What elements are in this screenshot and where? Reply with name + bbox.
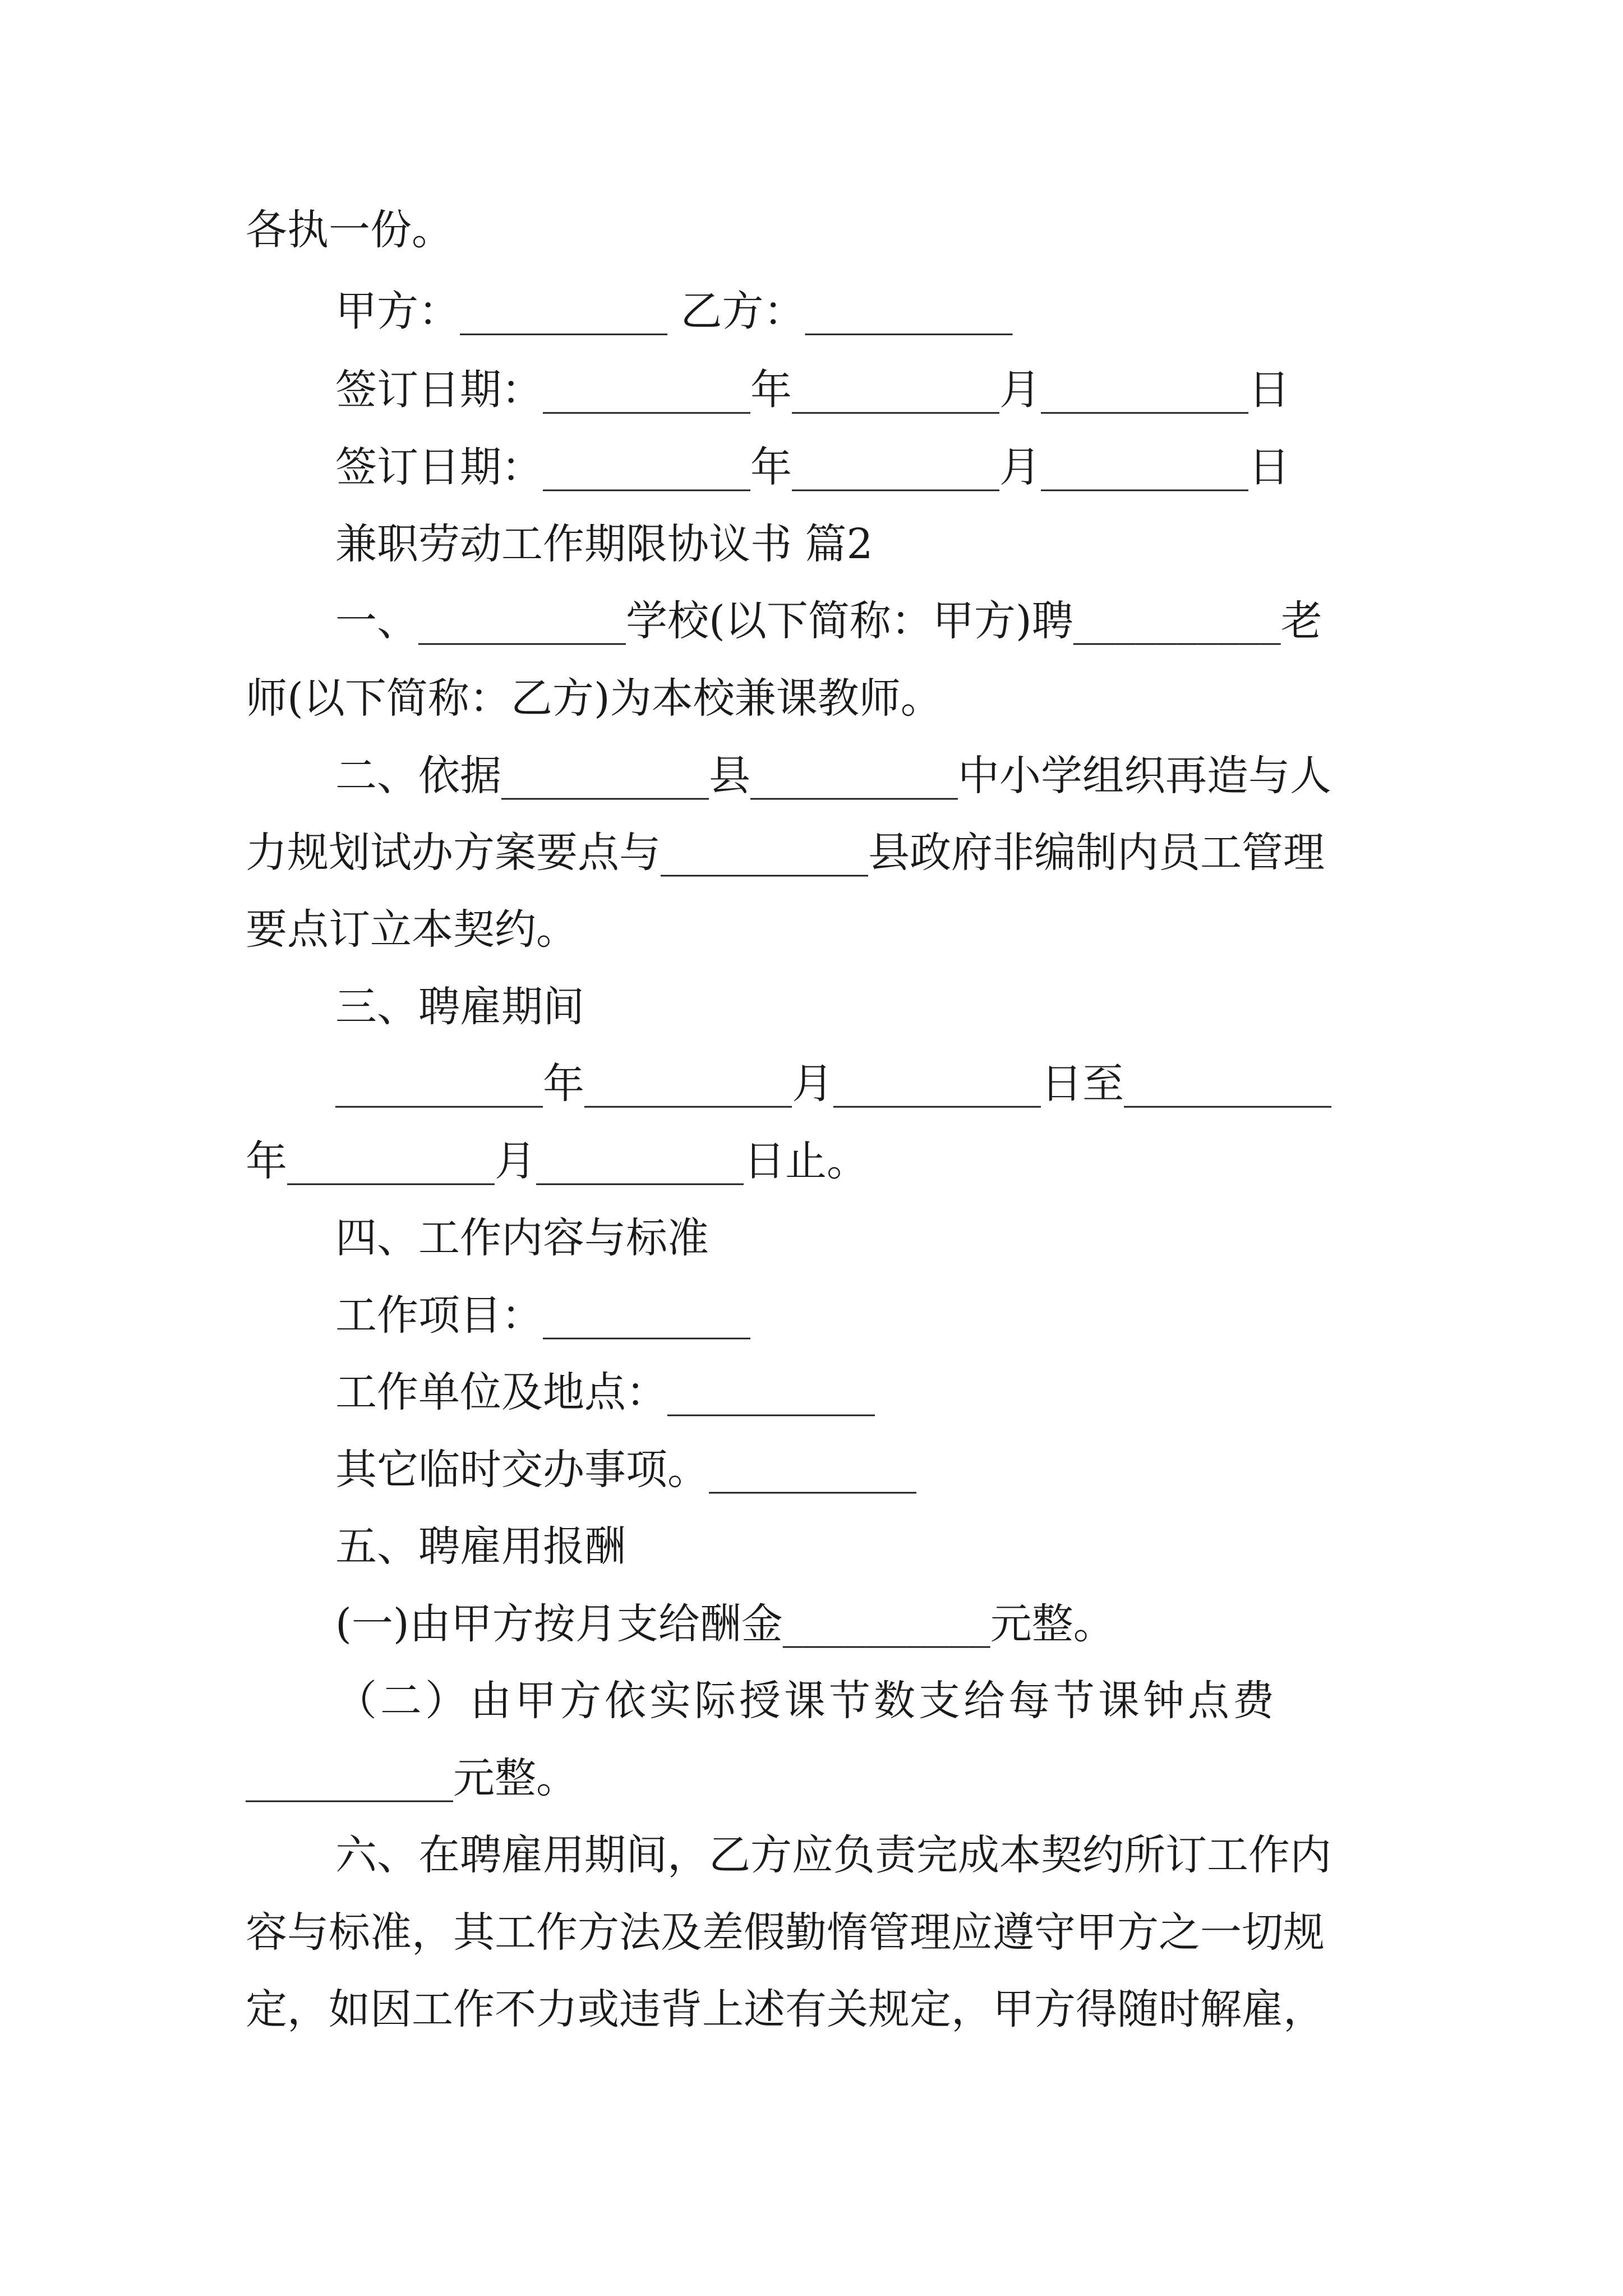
text-line: 容与标准，其工作方法及差假勤惰管理应遵守甲方之一切规	[246, 1908, 1325, 1957]
text-line: 一、__________学校(以下简称：甲方)聘__________老	[335, 597, 1322, 645]
text-line: __________元整。	[246, 1754, 578, 1802]
text-line: 力规划试办方案要点与__________县政府非编制内员工管理	[246, 829, 1325, 877]
text-line: 工作单位及地点：__________	[335, 1368, 875, 1416]
text-line: 签订日期：__________年__________月__________日	[335, 443, 1290, 491]
text-line: 六、在聘雇用期间，乙方应负责完成本契约所订工作内	[335, 1831, 1331, 1879]
text-line: (一)由甲方按月支给酬金__________元整。	[335, 1600, 1115, 1648]
text-line: 师(以下简称：乙方)为本校兼课教师。	[246, 674, 942, 723]
text-line: __________年__________月__________日至__________	[335, 1060, 1331, 1108]
text-line: 五、聘雇用报酬	[335, 1522, 626, 1571]
text-line: 年__________月__________日止。	[246, 1137, 868, 1185]
section-heading: 兼职劳动工作期限协议书 篇2	[335, 520, 873, 568]
text-line: 二、依据__________县__________中小学组织再造与人	[335, 752, 1331, 800]
text-line: 工作项目：__________	[335, 1291, 750, 1340]
text-line: 定，如因工作不力或违背上述有关规定，甲方得随时解雇，	[246, 1985, 1325, 2033]
text-line: 要点订立本契约。	[246, 905, 578, 954]
text-line: 甲方：__________ 乙方：__________	[335, 287, 1013, 335]
text-line: 其它临时交办事项。__________	[335, 1446, 916, 1494]
text-line: 各执一份。	[246, 206, 453, 254]
text-line: 三、聘雇期间	[335, 983, 584, 1031]
text-line: （二）由甲方依实际授课节数支给每节课钟点费	[335, 1677, 1278, 1725]
text-line: 四、工作内容与标准	[335, 1214, 709, 1262]
text-line: 签订日期：__________年__________月__________日	[335, 366, 1290, 414]
